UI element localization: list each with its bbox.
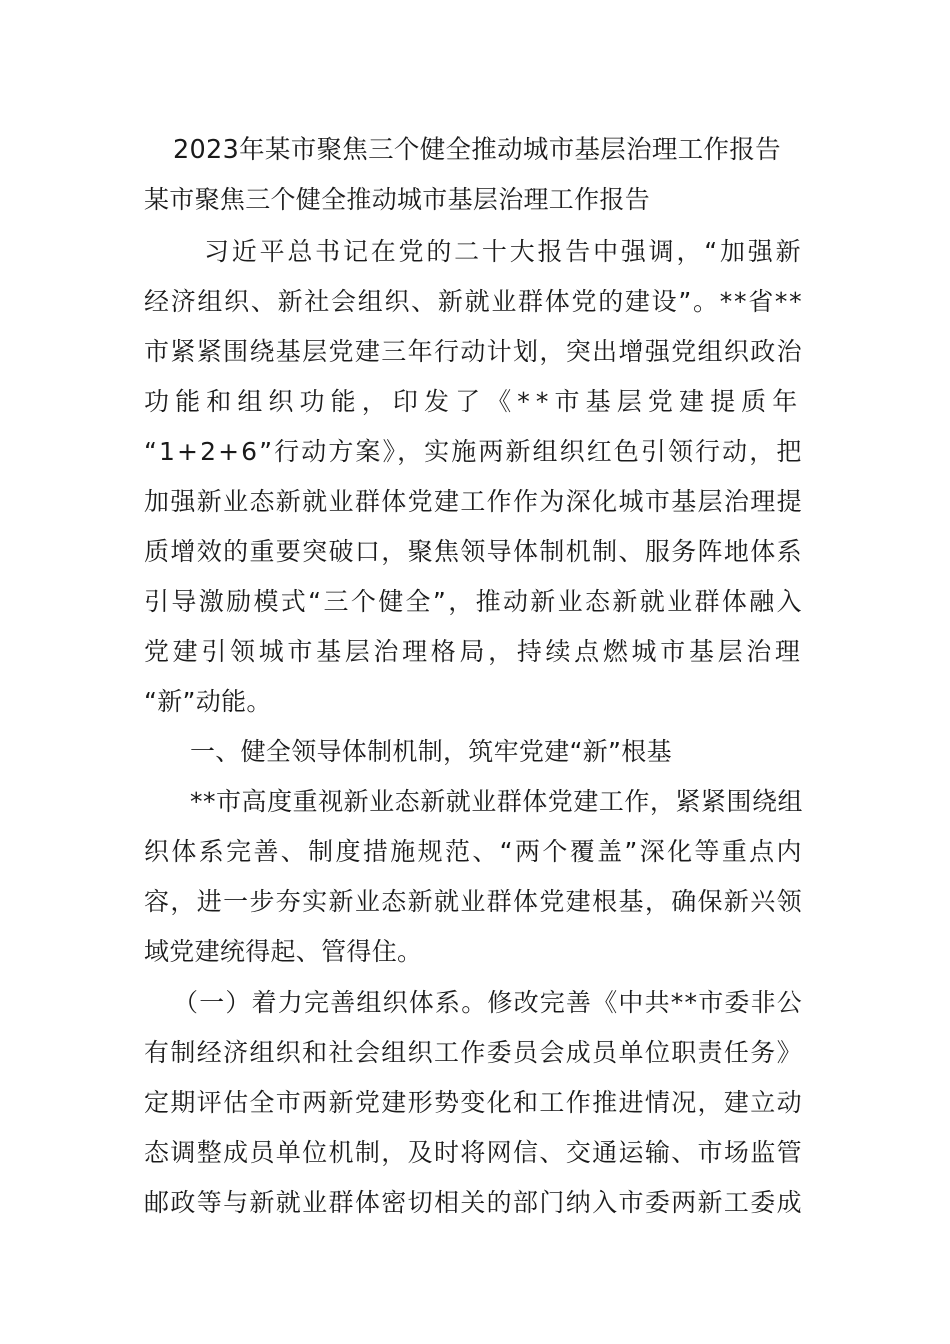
section-line: **市高度重视新业态新就业群体党建工作，紧紧围绕组: [190, 787, 804, 816]
section-line: 容，进一步夯实新业态新就业群体党建根基，确保新兴领: [144, 887, 804, 916]
document-subtitle: 某市聚焦三个健全推动城市基层治理工作报告: [144, 185, 651, 214]
intro-line: 习近平总书记在党的二十大报告中强调，“加强新: [204, 237, 804, 266]
section-heading: 一、健全领导体制机制，筑牢党建“新”根基: [190, 737, 672, 766]
intro-line: 质增效的重要突破口，聚焦领导体制机制、服务阵地体系: [144, 537, 804, 566]
section-line: 域党建统得起、管得住。: [144, 937, 423, 966]
subsection-line: 邮政等与新就业群体密切相关的部门纳入市委两新工委成: [144, 1188, 804, 1217]
section-line: 织体系完善、制度措施规范、“两个覆盖”深化等重点内: [144, 837, 804, 866]
intro-line: 引导激励模式“三个健全”，推动新业态新就业群体融入: [144, 587, 804, 616]
subsection-line: 定期评估全市两新党建形势变化和工作推进情况，建立动: [144, 1088, 804, 1117]
intro-line: 功能和组织功能，印发了《**市基层党建提质年: [144, 387, 804, 416]
subsection-line: （一）着力完善组织体系。修改完善《中共**市委非公: [173, 988, 804, 1017]
intro-line: 党建引领城市基层治理格局，持续点燃城市基层治理: [144, 637, 804, 666]
intro-line: “1+2+6”行动方案》，实施两新组织红色引领行动，把: [144, 437, 804, 466]
intro-line: 经济组织、新社会组织、新就业群体党的建设”。**省**: [144, 287, 804, 316]
subsection-line: 有制经济组织和社会组织工作委员会成员单位职责任务》: [144, 1038, 804, 1067]
intro-line: 市紧紧围绕基层党建三年行动计划，突出增强党组织政治: [144, 337, 804, 366]
document-title: 2023年某市聚焦三个健全推动城市基层治理工作报告: [173, 135, 781, 165]
intro-line: 加强新业态新就业群体党建工作作为深化城市基层治理提: [144, 487, 804, 516]
intro-line: “新”动能。: [144, 687, 272, 716]
subsection-line: 态调整成员单位机制，及时将网信、交通运输、市场监管: [144, 1138, 804, 1167]
